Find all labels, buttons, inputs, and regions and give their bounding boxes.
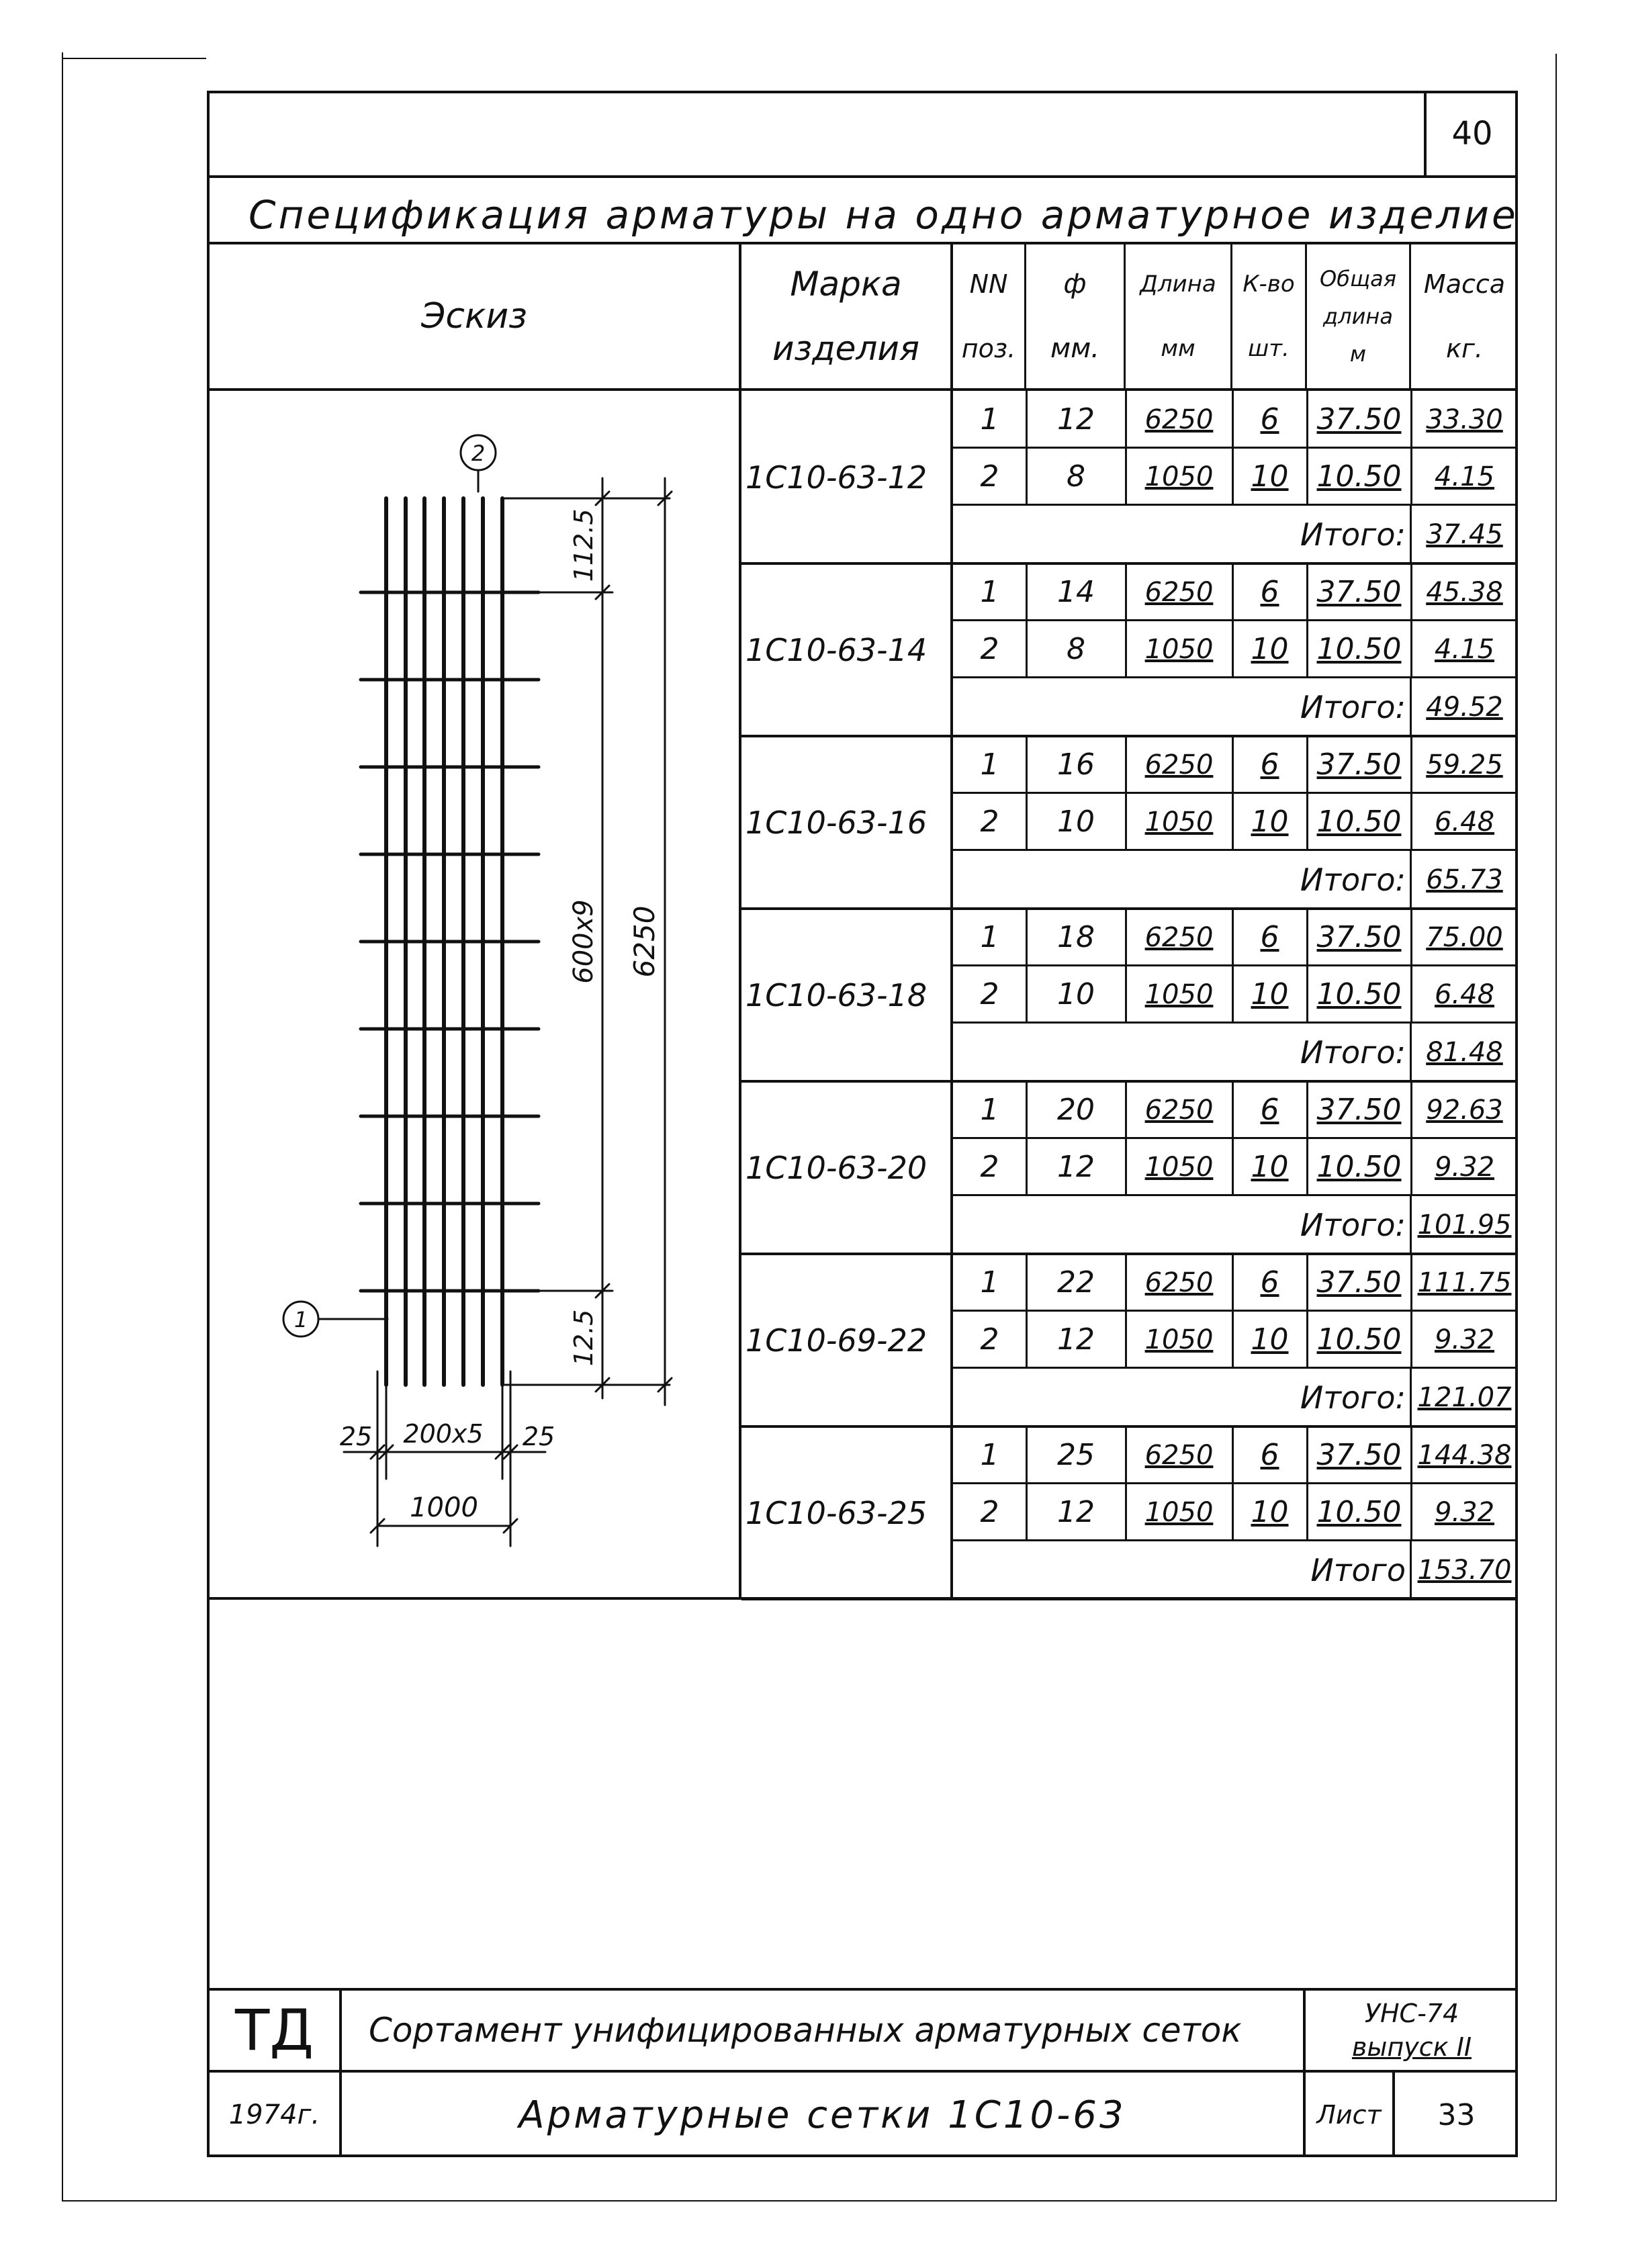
row-col-separator bbox=[1026, 1484, 1028, 1541]
row-col-separator bbox=[1410, 1484, 1412, 1541]
cell-diam: 12 bbox=[1057, 1150, 1095, 1184]
outer-frame-bottom bbox=[62, 2200, 1557, 2202]
cell-total-length: 37.50 bbox=[1316, 402, 1402, 437]
cell-total-length: 10.50 bbox=[1316, 632, 1402, 666]
cell-total-length: 10.50 bbox=[1316, 1322, 1402, 1357]
issue-number: выпуск II bbox=[1351, 2032, 1472, 2062]
row-col-separator bbox=[1232, 793, 1234, 850]
row-col-separator bbox=[1410, 1311, 1412, 1368]
cell-total-length: 37.50 bbox=[1316, 920, 1402, 954]
cell-length: 6250 bbox=[1144, 749, 1214, 780]
col-header-diam-line1: ф bbox=[1063, 269, 1087, 300]
col-header-qty-line1: К-во bbox=[1243, 271, 1295, 298]
total-label: Итого: bbox=[1300, 1379, 1406, 1416]
cell-diam: 12 bbox=[1057, 1322, 1095, 1357]
col-header-total-line3: м bbox=[1349, 341, 1367, 367]
cell-mass: 9.32 bbox=[1434, 1324, 1495, 1355]
cell-qty: 10 bbox=[1251, 632, 1289, 666]
cell-diam: 12 bbox=[1057, 402, 1095, 437]
row-col-separator bbox=[1026, 966, 1028, 1023]
cell-qty: 10 bbox=[1251, 977, 1289, 1011]
row-col-separator bbox=[1125, 391, 1127, 448]
product-mark: 1С10-63-12 bbox=[746, 459, 928, 496]
total-mass: 65.73 bbox=[1426, 864, 1503, 895]
cell-length: 6250 bbox=[1144, 404, 1214, 435]
row-col-separator bbox=[1410, 391, 1412, 448]
cell-pos: 1 bbox=[980, 1438, 999, 1472]
row-col-separator bbox=[1026, 621, 1028, 678]
total-mass: 121.07 bbox=[1417, 1381, 1512, 1413]
cell-mass: 9.32 bbox=[1434, 1496, 1495, 1528]
cell-qty: 6 bbox=[1260, 747, 1279, 782]
cell-mass: 75.00 bbox=[1426, 921, 1503, 953]
row-col-separator bbox=[1125, 563, 1127, 621]
cell-qty: 10 bbox=[1251, 1150, 1289, 1184]
cell-total-length: 10.50 bbox=[1316, 459, 1402, 494]
cell-total-length: 10.50 bbox=[1316, 805, 1402, 839]
cell-qty: 6 bbox=[1260, 1265, 1279, 1300]
cell-qty: 10 bbox=[1251, 1322, 1289, 1357]
cell-diam: 18 bbox=[1057, 920, 1095, 954]
cell-total-length: 37.50 bbox=[1316, 1438, 1402, 1472]
row-col-separator bbox=[1125, 1484, 1127, 1541]
cell-pos: 2 bbox=[980, 977, 999, 1011]
row-col-separator bbox=[1306, 1426, 1308, 1484]
cell-diam: 16 bbox=[1057, 747, 1095, 782]
col-header-qty-line2: шт. bbox=[1248, 335, 1290, 362]
row-col-separator bbox=[1232, 1081, 1234, 1138]
cell-diam: 12 bbox=[1057, 1495, 1095, 1529]
cell-pos: 2 bbox=[980, 459, 999, 494]
total-label: Итого: bbox=[1300, 1206, 1406, 1243]
dim-top-label: 112.5 bbox=[569, 508, 598, 582]
row-col-separator bbox=[1232, 1484, 1234, 1541]
sheet-label: Лист bbox=[1316, 2100, 1382, 2130]
cell-pos: 1 bbox=[980, 1265, 999, 1300]
col-header-mark bbox=[741, 244, 950, 388]
cell-qty: 6 bbox=[1260, 920, 1279, 954]
cell-total-length: 37.50 bbox=[1316, 1093, 1402, 1127]
col-header-pos bbox=[953, 244, 1024, 388]
row-col-separator bbox=[1026, 793, 1028, 850]
row-col-separator bbox=[1410, 621, 1412, 678]
title-block-code bbox=[1306, 1991, 1518, 2070]
product-mark: 1С10-63-14 bbox=[746, 631, 928, 668]
cell-mass: 6.48 bbox=[1434, 979, 1495, 1010]
row-col-separator bbox=[1125, 448, 1127, 505]
cell-length: 1050 bbox=[1144, 806, 1214, 837]
cell-diam: 10 bbox=[1057, 805, 1095, 839]
row-col-separator bbox=[1232, 563, 1234, 621]
total-label: Итого: bbox=[1300, 516, 1406, 553]
col-header-length bbox=[1126, 244, 1230, 388]
cell-length: 1050 bbox=[1144, 979, 1214, 1010]
row-col-separator bbox=[1125, 966, 1127, 1023]
col-header-mass-line1: Масса bbox=[1423, 269, 1506, 299]
row-col-separator bbox=[1125, 793, 1127, 850]
cell-pos: 1 bbox=[980, 920, 999, 954]
row-col-separator bbox=[1026, 1254, 1028, 1311]
cell-qty: 6 bbox=[1260, 1093, 1279, 1127]
table-bottom-line bbox=[207, 1597, 1518, 1600]
cell-diam: 14 bbox=[1057, 575, 1095, 609]
row-col-separator bbox=[1410, 1426, 1412, 1484]
col-header-mark-line2: изделия bbox=[772, 329, 919, 368]
col-header-pos-line2: поз. bbox=[961, 334, 1016, 363]
cell-length: 6250 bbox=[1144, 1439, 1214, 1471]
total-label: Итого bbox=[1310, 1551, 1406, 1588]
cell-length: 1050 bbox=[1144, 1151, 1214, 1183]
cell-diam: 25 bbox=[1057, 1438, 1095, 1472]
row-col-separator bbox=[1306, 793, 1308, 850]
cell-mass: 111.75 bbox=[1417, 1267, 1512, 1298]
row-col-separator bbox=[1306, 1484, 1308, 1541]
sheet-number: 40 bbox=[1451, 115, 1493, 152]
col-header-pos-line1: NN bbox=[969, 269, 1008, 299]
row-col-separator bbox=[1125, 1311, 1127, 1368]
cell-mass: 6.48 bbox=[1434, 806, 1495, 837]
cell-diam: 20 bbox=[1057, 1093, 1095, 1127]
product-mark: 1С10-69-22 bbox=[746, 1322, 928, 1359]
cell-length: 1050 bbox=[1144, 1496, 1214, 1528]
total-mass: 37.45 bbox=[1426, 518, 1503, 550]
cell-qty: 10 bbox=[1251, 1495, 1289, 1529]
product-mark: 1С10-63-18 bbox=[746, 977, 928, 1013]
cell-total-length: 10.50 bbox=[1316, 1495, 1402, 1529]
cell-qty: 6 bbox=[1260, 402, 1279, 437]
cell-pos: 2 bbox=[980, 632, 999, 666]
row-col-separator bbox=[1026, 1081, 1028, 1138]
row-col-separator bbox=[1306, 966, 1308, 1023]
product-mark: 1С10-63-25 bbox=[746, 1494, 928, 1531]
cell-length: 6250 bbox=[1144, 1267, 1214, 1298]
cell-length: 1050 bbox=[1144, 461, 1214, 492]
row-col-separator bbox=[1232, 1138, 1234, 1195]
series-title: Сортамент унифицированных арматурных сеток bbox=[369, 2011, 1242, 2050]
row-col-separator bbox=[1306, 621, 1308, 678]
row-col-separator bbox=[1125, 1081, 1127, 1138]
title-row-top-line bbox=[207, 175, 1518, 178]
drawing-title: Арматурные сетки 1С10-63 bbox=[518, 2093, 1126, 2137]
cell-length: 6250 bbox=[1144, 1094, 1214, 1126]
col-header-qty bbox=[1232, 244, 1305, 388]
product-mark: 1С10-63-16 bbox=[746, 804, 928, 841]
row-col-separator bbox=[1232, 736, 1234, 793]
col-header-total-length bbox=[1307, 244, 1409, 388]
spec-title: Спецификация арматуры на одно арматурное изделие bbox=[249, 192, 1519, 238]
cell-pos: 1 bbox=[980, 747, 999, 782]
dimension-lines bbox=[283, 435, 672, 1546]
row-col-separator bbox=[1306, 909, 1308, 966]
cell-mass: 92.63 bbox=[1426, 1094, 1503, 1126]
series-code: УНС-74 bbox=[1364, 1999, 1459, 2028]
total-label: Итого: bbox=[1300, 861, 1406, 898]
col-header-total-line1: Общая bbox=[1320, 266, 1396, 291]
outer-frame-left bbox=[62, 52, 63, 2202]
row-col-separator bbox=[1232, 448, 1234, 505]
row-col-separator bbox=[1306, 448, 1308, 505]
col-header-mark-line1: Марка bbox=[790, 265, 902, 304]
title-block-year: 1974г. bbox=[228, 2099, 320, 2130]
cell-pos: 2 bbox=[980, 1495, 999, 1529]
row-col-separator bbox=[1410, 1138, 1412, 1195]
cell-pos: 1 bbox=[980, 575, 999, 609]
cell-length: 1050 bbox=[1144, 1324, 1214, 1355]
col-header-length-line2: мм bbox=[1161, 335, 1195, 362]
row-col-separator bbox=[1306, 736, 1308, 793]
dim-total-label: 6250 bbox=[628, 905, 661, 978]
cell-total-length: 10.50 bbox=[1316, 1150, 1402, 1184]
col-header-mass bbox=[1411, 244, 1518, 388]
col-header-length-line1: Длина bbox=[1140, 271, 1216, 298]
row-col-separator bbox=[1232, 1311, 1234, 1368]
dim-mid-label: 600x9 bbox=[568, 899, 599, 984]
total-label: Итого: bbox=[1300, 1034, 1406, 1071]
row-col-separator bbox=[1026, 391, 1028, 448]
row-col-separator bbox=[1125, 736, 1127, 793]
td-logo: ТД bbox=[235, 1997, 314, 2063]
cell-pos: 2 bbox=[980, 805, 999, 839]
row-col-separator bbox=[1232, 1426, 1234, 1484]
cell-pos: 1 bbox=[980, 1093, 999, 1127]
pos-marker-2: 2 bbox=[471, 441, 486, 466]
cell-diam: 8 bbox=[1067, 632, 1085, 666]
cell-mass: 9.32 bbox=[1434, 1151, 1495, 1183]
row-col-separator bbox=[1026, 909, 1028, 966]
row-col-separator bbox=[1410, 793, 1412, 850]
cell-qty: 10 bbox=[1251, 459, 1289, 494]
cell-total-length: 37.50 bbox=[1316, 747, 1402, 782]
row-col-separator bbox=[1232, 621, 1234, 678]
row-col-separator bbox=[1026, 563, 1028, 621]
cell-mass: 4.15 bbox=[1434, 633, 1495, 665]
col-header-sketch: Эскиз bbox=[421, 296, 527, 336]
row-col-separator bbox=[1306, 1311, 1308, 1368]
cell-qty: 10 bbox=[1251, 805, 1289, 839]
dim-right-edge-label: 25 bbox=[522, 1422, 555, 1451]
cell-mass: 45.38 bbox=[1426, 576, 1503, 608]
row-col-separator bbox=[1232, 391, 1234, 448]
outer-frame-right bbox=[1555, 54, 1557, 2202]
row-col-separator bbox=[1232, 909, 1234, 966]
col-header-total-line2: длина bbox=[1323, 304, 1393, 329]
total-mass: 101.95 bbox=[1417, 1209, 1512, 1240]
cell-mass: 33.30 bbox=[1426, 404, 1503, 435]
row-col-separator bbox=[1410, 966, 1412, 1023]
cell-total-length: 37.50 bbox=[1316, 1265, 1402, 1300]
row-col-separator bbox=[1306, 391, 1308, 448]
row-col-separator bbox=[1125, 1254, 1127, 1311]
cell-diam: 22 bbox=[1057, 1265, 1095, 1300]
row-col-separator bbox=[1410, 563, 1412, 621]
total-mass: 81.48 bbox=[1426, 1036, 1503, 1068]
row-col-separator bbox=[1026, 1426, 1028, 1484]
dim-bottom-label: 12.5 bbox=[569, 1309, 598, 1367]
row-col-separator bbox=[1026, 448, 1028, 505]
total-mass: 49.52 bbox=[1426, 691, 1503, 723]
row-col-separator bbox=[1026, 736, 1028, 793]
row-col-separator bbox=[1125, 1138, 1127, 1195]
sheet-no: 33 bbox=[1437, 2097, 1476, 2132]
col-header-diam-line2: мм. bbox=[1050, 333, 1100, 364]
cell-total-length: 37.50 bbox=[1316, 575, 1402, 609]
row-col-separator bbox=[1232, 966, 1234, 1023]
cell-diam: 10 bbox=[1057, 977, 1095, 1011]
mesh-sketch bbox=[210, 391, 739, 1597]
cell-length: 6250 bbox=[1144, 576, 1214, 608]
total-mass: 153.70 bbox=[1417, 1554, 1512, 1586]
dim-left-edge-label: 25 bbox=[339, 1422, 373, 1451]
row-col-separator bbox=[1306, 1138, 1308, 1195]
row-col-separator bbox=[1026, 1138, 1028, 1195]
cell-diam: 8 bbox=[1067, 459, 1085, 494]
cell-mass: 59.25 bbox=[1426, 749, 1503, 780]
dim-spacing-label: 200x5 bbox=[403, 1419, 484, 1449]
row-col-separator bbox=[1026, 1311, 1028, 1368]
cell-mass: 4.15 bbox=[1434, 461, 1495, 492]
cell-mass: 144.38 bbox=[1417, 1439, 1512, 1471]
outer-frame-top bbox=[62, 58, 206, 59]
product-mark: 1С10-63-20 bbox=[746, 1149, 928, 1186]
cell-length: 1050 bbox=[1144, 633, 1214, 665]
total-label: Итого: bbox=[1300, 688, 1406, 725]
row-col-separator bbox=[1410, 736, 1412, 793]
row-col-separator bbox=[1410, 448, 1412, 505]
col-header-diam bbox=[1026, 244, 1124, 388]
cell-pos: 2 bbox=[980, 1150, 999, 1184]
row-col-separator bbox=[1232, 1254, 1234, 1311]
cell-total-length: 10.50 bbox=[1316, 977, 1402, 1011]
row-col-separator bbox=[1125, 909, 1127, 966]
cell-pos: 2 bbox=[980, 1322, 999, 1357]
cell-length: 6250 bbox=[1144, 921, 1214, 953]
cell-pos: 1 bbox=[980, 402, 999, 437]
row-col-separator bbox=[1125, 621, 1127, 678]
row-col-separator bbox=[1410, 909, 1412, 966]
row-col-separator bbox=[1306, 563, 1308, 621]
dim-width-label: 1000 bbox=[410, 1492, 478, 1523]
row-col-separator bbox=[1410, 1254, 1412, 1311]
cell-qty: 6 bbox=[1260, 575, 1279, 609]
row-col-separator bbox=[1125, 1426, 1127, 1484]
row-col-separator bbox=[1410, 1081, 1412, 1138]
row-col-separator bbox=[1306, 1254, 1308, 1311]
col-header-mass-line2: кг. bbox=[1446, 334, 1483, 363]
row-col-separator bbox=[1306, 1081, 1308, 1138]
pos-marker-1: 1 bbox=[293, 1307, 308, 1332]
cell-qty: 6 bbox=[1260, 1438, 1279, 1472]
